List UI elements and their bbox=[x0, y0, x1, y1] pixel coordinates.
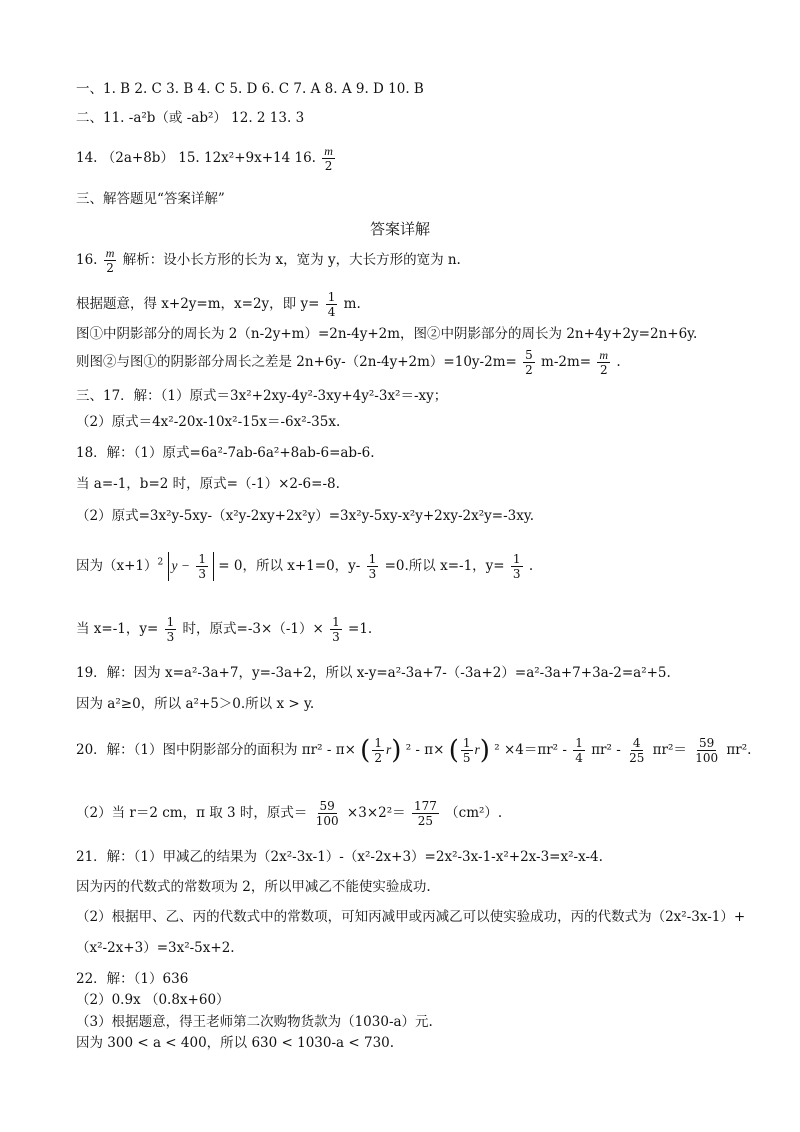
answer-line-choice: 一、1. B 2. C 3. B 4. C 5. D 6. C 7. A 8. A 9. D 10. B bbox=[76, 81, 424, 97]
fraction-num: 1 bbox=[575, 736, 583, 750]
fraction bbox=[597, 348, 610, 377]
text: ² ×4＝πr² - bbox=[494, 742, 572, 758]
fraction-num: 1 bbox=[166, 615, 175, 629]
fraction-den: 5 bbox=[462, 751, 471, 765]
text: =1. bbox=[348, 621, 373, 637]
fraction bbox=[627, 736, 646, 765]
fraction-den: 3 bbox=[166, 630, 175, 644]
fraction-num: 5 bbox=[525, 348, 533, 362]
q18-line1: 18．解：（1）原式=6a²-7ab-6a²+8ab-6=ab-6. bbox=[76, 445, 375, 461]
q16-line3: 图①中阴影部分的周长为 2（n-2y+m）=2n-4y+2m，图②中阴影部分的周长为 2n+4y+2y=2n+6y. bbox=[76, 326, 698, 342]
q18-line4 bbox=[76, 552, 533, 581]
fraction-den: 2 bbox=[374, 751, 382, 765]
q22-line2: （2）0.9x （0.8x+60） bbox=[76, 992, 230, 1008]
paren: ( bbox=[448, 735, 459, 766]
q22-line4: 因为 300 < a < 400，所以 630 < 1030-a < 730. bbox=[76, 1035, 395, 1051]
fraction bbox=[511, 552, 523, 581]
q20-line1 bbox=[76, 736, 751, 765]
text: r bbox=[474, 742, 480, 757]
text: r bbox=[385, 742, 392, 757]
text: m. bbox=[343, 296, 361, 312]
fraction-num: 1 bbox=[332, 615, 340, 629]
fraction bbox=[314, 799, 341, 828]
fraction-den: 3 bbox=[512, 567, 521, 581]
q18-line5 bbox=[76, 615, 372, 644]
fraction-num: 1 bbox=[368, 552, 377, 566]
fraction bbox=[461, 736, 473, 765]
text: ² - π× bbox=[405, 742, 445, 758]
absolute-value bbox=[168, 552, 214, 581]
q18-line3: （2）原式=3x²y-5xy-（x²y-2xy+2x²y）=3x²y-5xy-x²y+2xy-2x²y=-3xy. bbox=[76, 508, 534, 524]
paren: ) bbox=[391, 735, 402, 766]
fraction-num: 1 bbox=[327, 290, 336, 304]
text: . bbox=[528, 558, 534, 574]
fraction bbox=[196, 552, 208, 581]
fraction bbox=[523, 348, 535, 377]
q17-line1: 三、17．解：（1）原式＝3x²+2xy-4y²-3xy+4y²-3x²＝-xy； bbox=[76, 388, 448, 404]
q20-line2 bbox=[76, 799, 502, 828]
paren: ( bbox=[360, 735, 371, 766]
paren: ) bbox=[479, 735, 490, 766]
fraction-num: m bbox=[599, 348, 609, 362]
q17-line2: （2）原式＝4x²-20x-10x²-15x＝-6x²-35x. bbox=[76, 414, 341, 430]
fraction bbox=[104, 246, 117, 275]
answer-line-see-details: 三、解答题见“答案详解” bbox=[76, 191, 225, 207]
fraction bbox=[573, 736, 585, 765]
text: （cm²）. bbox=[445, 805, 503, 821]
fraction-den: 4 bbox=[575, 751, 583, 765]
q22-line3: （3）根据题意，得王老师第二次购物货款为（1030-a）元. bbox=[76, 1014, 433, 1030]
text: ×3×2²＝ bbox=[346, 805, 406, 821]
q16-line2 bbox=[76, 290, 361, 319]
fraction-den: 100 bbox=[315, 814, 339, 828]
answer-line-fill: 二、11. -a²b（或 -ab²） 12. 2 13. 3 bbox=[76, 110, 305, 126]
fraction-den: 4 bbox=[327, 305, 336, 319]
fraction bbox=[322, 144, 335, 173]
fraction-num: 177 bbox=[413, 799, 437, 813]
fraction-den: 25 bbox=[417, 814, 434, 828]
fraction-den: 3 bbox=[198, 567, 206, 581]
fraction bbox=[330, 615, 342, 644]
answer-line-14-16 bbox=[76, 144, 337, 173]
fraction bbox=[693, 736, 720, 765]
text: 当 x=-1，y= bbox=[76, 621, 159, 637]
fraction-den: 25 bbox=[629, 751, 645, 765]
q21-line3: （2）根据甲、乙、丙的代数式中的常数项，可知丙减甲或丙减乙可以使实验成功，丙的代数式为（2x²-3x-1）+ bbox=[76, 909, 746, 925]
fraction-num: 59 bbox=[699, 736, 715, 750]
text: 根据题意，得 x+2y=m，x=2y，即 y= bbox=[76, 296, 320, 312]
text: = 0，所以 x+1=0，y- bbox=[218, 558, 361, 574]
fraction-num: m bbox=[324, 144, 333, 158]
fraction-num: 1 bbox=[374, 736, 382, 750]
fraction bbox=[326, 290, 338, 319]
fraction-num: 59 bbox=[319, 799, 335, 813]
fraction-den: 3 bbox=[368, 567, 377, 581]
fraction bbox=[372, 736, 384, 765]
q21-line1: 21．解：（1）甲减乙的结果为（2x²-3x-1）-（x²-2x+3）=2x²-3x-1-x²+2x-3=x²-x-4. bbox=[76, 849, 603, 865]
q19-line2: 因为 a²≥0，所以 a²+5＞0.所以 x > y. bbox=[76, 696, 315, 712]
fraction-den: 100 bbox=[695, 751, 719, 765]
q18-line2: 当 a=-1，b=2 时，原式=（-1）×2-6=-8. bbox=[76, 476, 340, 492]
fraction bbox=[165, 615, 177, 644]
text: =0.所以 x=-1，y= bbox=[384, 558, 505, 574]
fraction-num: 1 bbox=[512, 552, 521, 566]
q16-line1 bbox=[76, 246, 461, 275]
text: 时，原式=-3×（-1）× bbox=[182, 621, 324, 637]
q22-line1: 22．解：（1）636 bbox=[76, 971, 189, 987]
text: πr². bbox=[726, 742, 752, 758]
text: y − bbox=[171, 558, 191, 573]
q21-line4: （x²-2x+3）=3x²-5x+2. bbox=[76, 940, 235, 956]
fraction-den: 3 bbox=[332, 630, 340, 644]
fraction bbox=[367, 552, 379, 581]
text: 因为（x+1） bbox=[76, 558, 158, 574]
q16-number: 16. bbox=[76, 252, 98, 268]
fraction-num: 1 bbox=[462, 736, 471, 750]
fraction bbox=[412, 799, 439, 828]
q21-line2: 因为丙的代数式的常数项为 2，所以甲减乙不能使实验成功. bbox=[76, 879, 431, 895]
superscript: 2 bbox=[157, 557, 164, 568]
fraction-num: m bbox=[105, 246, 115, 260]
text: πr²＝ bbox=[652, 742, 687, 758]
fraction-den: 2 bbox=[106, 261, 114, 275]
text: . bbox=[616, 354, 621, 370]
fraction-num: 4 bbox=[632, 736, 641, 750]
text: 则图②与图①的阴影部分周长之差是 2n+6y-（2n-4y+2m）=10y-2m= bbox=[76, 354, 517, 370]
answer-14-15-text: 14. （2a+8b） 15. 12x²+9x+14 16. bbox=[76, 150, 316, 166]
q19-line1: 19．解：因为 x=a²-3a+7，y=-3a+2，所以 x-y=a²-3a+7-（-3a+2）=a²-3a+7+3a-2=a²+5. bbox=[76, 665, 671, 681]
fraction-den: 2 bbox=[324, 159, 333, 173]
text: （2）当 r＝2 cm，π 取 3 时，原式＝ bbox=[76, 805, 308, 821]
fraction-den: 2 bbox=[525, 363, 533, 377]
text: πr² - bbox=[591, 742, 626, 758]
text: 20．解：（1）图中阴影部分的面积为 πr² - π× bbox=[76, 742, 356, 758]
q16-line4 bbox=[76, 348, 621, 377]
fraction-den: 2 bbox=[599, 363, 608, 377]
text: m-2m= bbox=[541, 354, 592, 370]
q16-text: 解析：设小长方形的长为 x，宽为 y，大长方形的宽为 n. bbox=[122, 252, 461, 268]
fraction-num: 1 bbox=[198, 552, 206, 566]
section-title: 答案详解 bbox=[369, 220, 430, 238]
